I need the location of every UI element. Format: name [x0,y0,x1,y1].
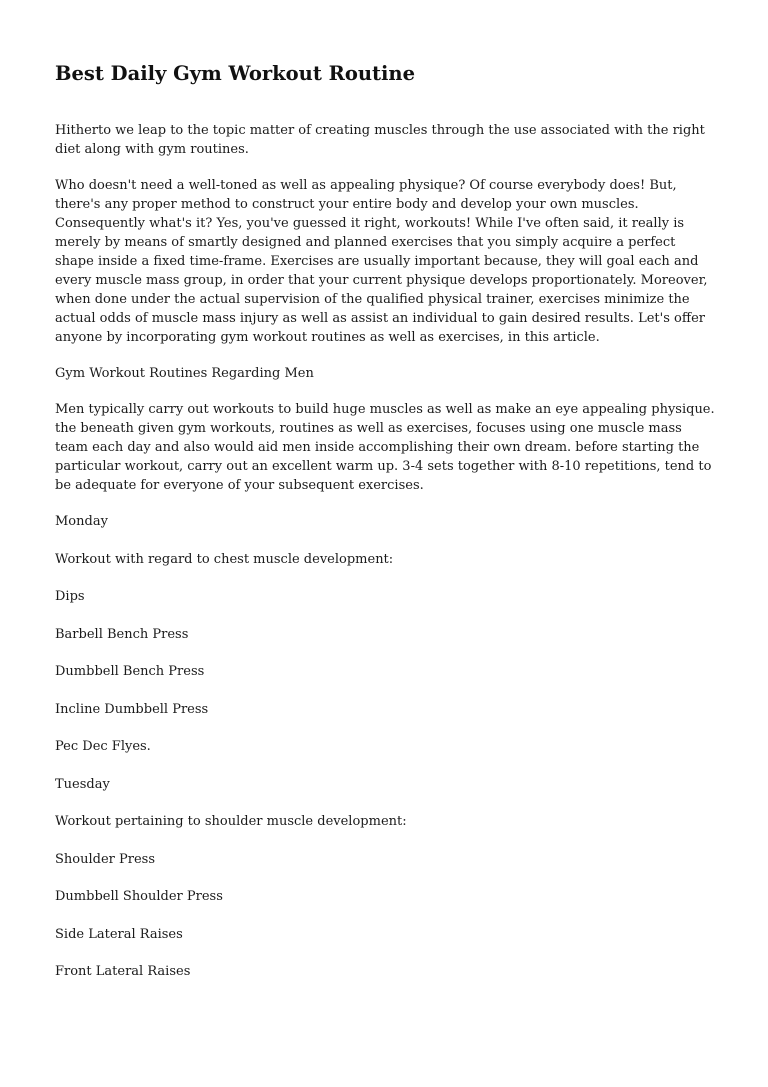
document-page [55,60,715,1000]
exercise-item: Dips [55,589,85,604]
day-tuesday: Tuesday [55,776,110,792]
chest-workout-heading: Workout with regard to chest muscle development: [55,551,394,567]
exercise-item: Side Lateral Raises [55,926,183,942]
section-heading-men: Gym Workout Routines Regarding Men [55,366,314,381]
body-paragraph: Who doesn't need a well-toned as well as appealing physique? Of course everybody does! But, there's any proper method to construct your entire body and develop your own muscles. Consequently what's it? Yes, you've guessed it right, workouts! While I've often said, it really is merely by means of smartly designed and planned exercises that you simply acquire a perfect shape inside a fixed time-frame. Exercises are usually important because, they will goal each and every muscle mass group, in order that your current physique develops proportionately. Moreover, when done under the actual supervision of the qualified physical trainer, exercises minimize the actual odds of muscle mass injury as well as assist an individual to gain desired results. Let's offer anyone by incorporating gym workout routines as well as exercises, in this article. [55,178,708,345]
intro-paragraph: Hitherto we leap to the topic matter of creating muscles through the use associated with the right diet along with gym routines. [55,123,705,157]
men-workout-paragraph: Men typically carry out workouts to build huge muscles as well as make an eye appealing physique. the beneath given gym workouts, routines as well as exercises, focuses using one muscle mass team each day and also would aid men inside accomplishing their own dream. before starting the particular workout, carry out an excellent warm up. 3-4 sets together with 8-10 repetitions, tend to be adequate for everyone of your subsequent exercises. [55,402,715,493]
exercise-item: Incline Dumbbell Press [55,701,209,717]
document-title: Best Daily Gym Workout Routine [55,62,416,85]
exercise-item: Shoulder Press [55,851,155,867]
exercise-item: Dumbbell Shoulder Press [55,889,223,904]
shoulder-workout-heading: Workout pertaining to shoulder muscle development: [55,814,407,829]
day-monday: Monday [55,514,108,529]
exercise-item: Dumbbell Bench Press [55,664,205,679]
exercise-item: Front Lateral Raises [55,964,191,979]
exercise-item: Barbell Bench Press [55,626,189,642]
exercise-item: Pec Dec Flyes. [55,739,151,754]
